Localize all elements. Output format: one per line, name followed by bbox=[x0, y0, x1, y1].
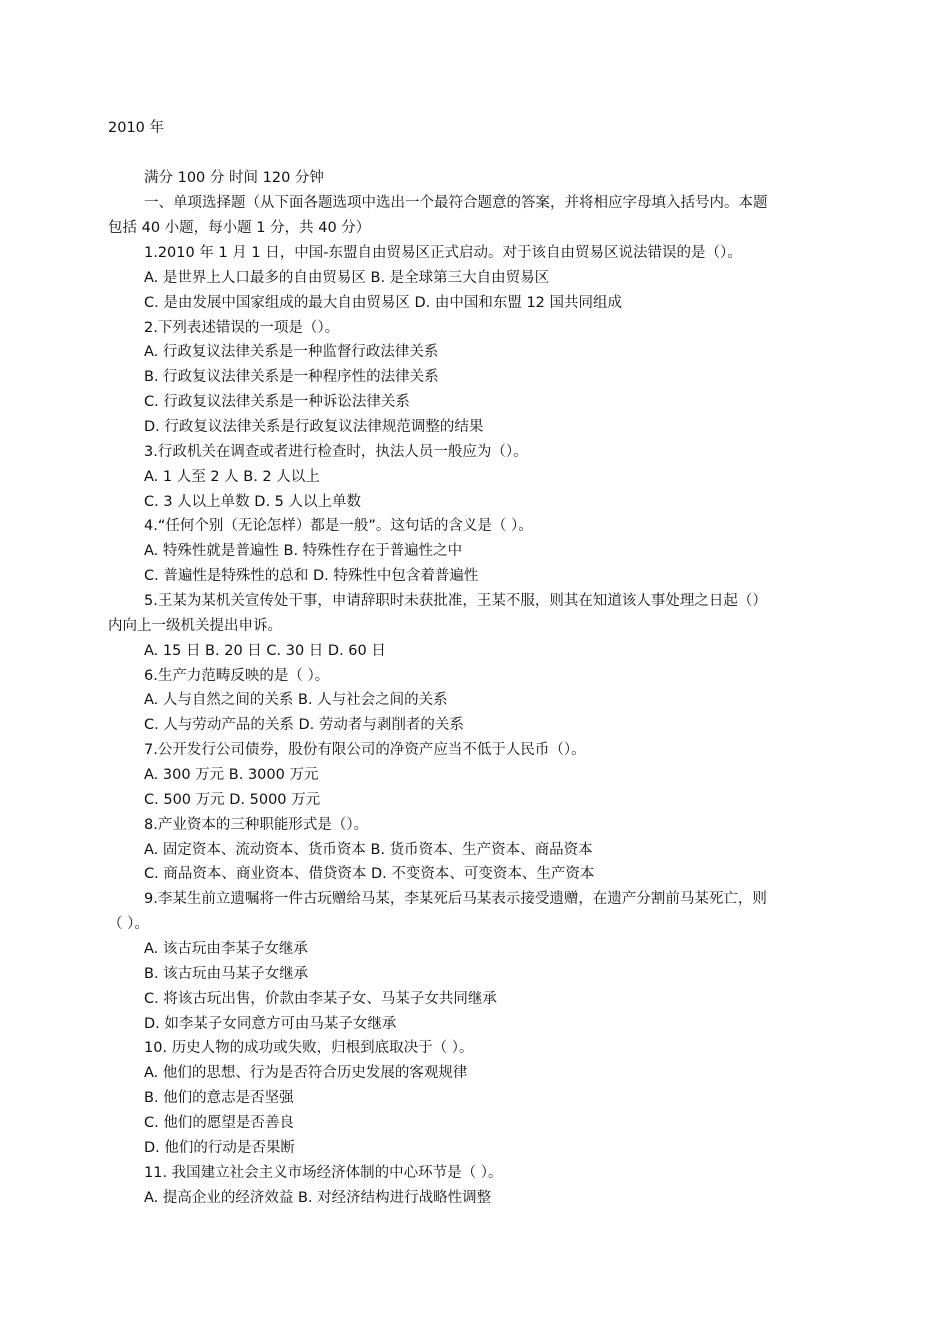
question-7: 7.公开发行公司债券，股份有限公司的净资产应当不低于人民币（）。 bbox=[144, 742, 586, 758]
question-9-option-c: C. 将该古玩出售，价款由李某子女、马某子女共同继承 bbox=[144, 991, 497, 1007]
question-2-option-a: A. 行政复议法律关系是一种监督行政法律关系 bbox=[144, 344, 439, 360]
question-4-options-ab: A. 特殊性就是普遍性 B. 特殊性存在于普遍性之中 bbox=[144, 543, 463, 559]
question-10: 10. 历史人物的成功或失败，归根到底取决于（ ）。 bbox=[144, 1040, 474, 1056]
question-8-options-ab: A. 固定资本、流动资本、货币资本 B. 货币资本、生产资本、商品资本 bbox=[144, 842, 593, 858]
question-5-line2: 内向上一级机关提出申诉。 bbox=[108, 618, 282, 634]
question-7-options-ab: A. 300 万元 B. 3000 万元 bbox=[144, 767, 319, 783]
question-10-option-a: A. 他们的思想、行为是否符合历史发展的客观规律 bbox=[144, 1065, 468, 1081]
question-6-options-ab: A. 人与自然之间的关系 B. 人与社会之间的关系 bbox=[144, 692, 448, 708]
question-1-options-cd: C. 是由发展中国家组成的最大自由贸易区 D. 由中国和东盟 12 国共同组成 bbox=[144, 295, 623, 311]
question-7-options-cd: C. 500 万元 D. 5000 万元 bbox=[144, 792, 321, 808]
question-9-option-d: D. 如李某子女同意方可由马某子女继承 bbox=[144, 1016, 397, 1032]
question-9-line2: （ ）。 bbox=[108, 916, 149, 932]
question-6-options-cd: C. 人与劳动产品的关系 D. 劳动者与剥削者的关系 bbox=[144, 717, 464, 733]
question-8: 8.产业资本的三种职能形式是（）。 bbox=[144, 817, 369, 833]
question-10-option-d: D. 他们的行动是否果断 bbox=[144, 1140, 295, 1156]
question-1: 1.2010 年 1 月 1 日，中国-东盟自由贸易区正式启动。对于该自由贸易区说法错误的是（）。 bbox=[144, 245, 742, 261]
section-instructions-line1: 一、单项选择题（从下面各题选项中选出一个最符合题意的答案，并将相应字母填入括号内。本题 bbox=[144, 195, 768, 211]
question-3-options-cd: C. 3 人以上单数 D. 5 人以上单数 bbox=[144, 494, 362, 510]
question-2: 2.下列表述错误的一项是（）。 bbox=[144, 320, 340, 336]
question-3-options-ab: A. 1 人至 2 人 B. 2 人以上 bbox=[144, 469, 320, 485]
question-4: 4.“任何个别（无论怎样）都是一般”。这句话的含义是（ ）。 bbox=[144, 518, 533, 534]
question-10-option-b: B. 他们的意志是否坚强 bbox=[144, 1090, 294, 1106]
question-2-option-c: C. 行政复议法律关系是一种诉讼法律关系 bbox=[144, 394, 410, 410]
question-5-options: A. 15 日 B. 20 日 C. 30 日 D. 60 日 bbox=[144, 643, 386, 659]
question-4-options-cd: C. 普遍性是特殊性的总和 D. 特殊性中包含着普遍性 bbox=[144, 568, 479, 584]
question-8-options-cd: C. 商品资本、商业资本、借贷资本 D. 不变资本、可变资本、生产资本 bbox=[144, 866, 595, 882]
question-6: 6.生产力范畴反映的是（ ）。 bbox=[144, 668, 330, 684]
question-11: 11. 我国建立社会主义市场经济体制的中心环节是（ ）。 bbox=[144, 1165, 503, 1181]
question-3: 3.行政机关在调查或者进行检查时，执法人员一般应为（）。 bbox=[144, 444, 528, 460]
section-instructions-line2: 包括 40 小题，每小题 1 分，共 40 分） bbox=[108, 220, 371, 236]
question-1-options-ab: A. 是世界上人口最多的自由贸易区 B. 是全球第三大自由贸易区 bbox=[144, 270, 550, 286]
question-9-option-a: A. 该古玩由李某子女继承 bbox=[144, 941, 308, 957]
question-2-option-d: D. 行政复议法律关系是行政复议法律规范调整的结果 bbox=[144, 419, 484, 435]
question-9-option-b: B. 该古玩由马某子女继承 bbox=[144, 966, 309, 982]
question-5-line1: 5.王某为某机关宣传处干事，申请辞职时未获批准，王某不服，则其在知道该人事处理之日起（） bbox=[144, 593, 767, 609]
question-10-option-c: C. 他们的愿望是否善良 bbox=[144, 1115, 294, 1131]
question-11-options-ab: A. 提高企业的经济效益 B. 对经济结构进行战略性调整 bbox=[144, 1190, 492, 1206]
question-9-line1: 9.李某生前立遗嘱将一件古玩赠给马某，李某死后马某表示接受遗赠，在遗产分割前马某死亡，则 bbox=[144, 891, 767, 907]
question-2-option-b: B. 行政复议法律关系是一种程序性的法律关系 bbox=[144, 369, 439, 385]
exam-info: 满分 100 分 时间 120 分钟 bbox=[144, 170, 324, 186]
year-heading: 2010 年 bbox=[108, 120, 165, 136]
